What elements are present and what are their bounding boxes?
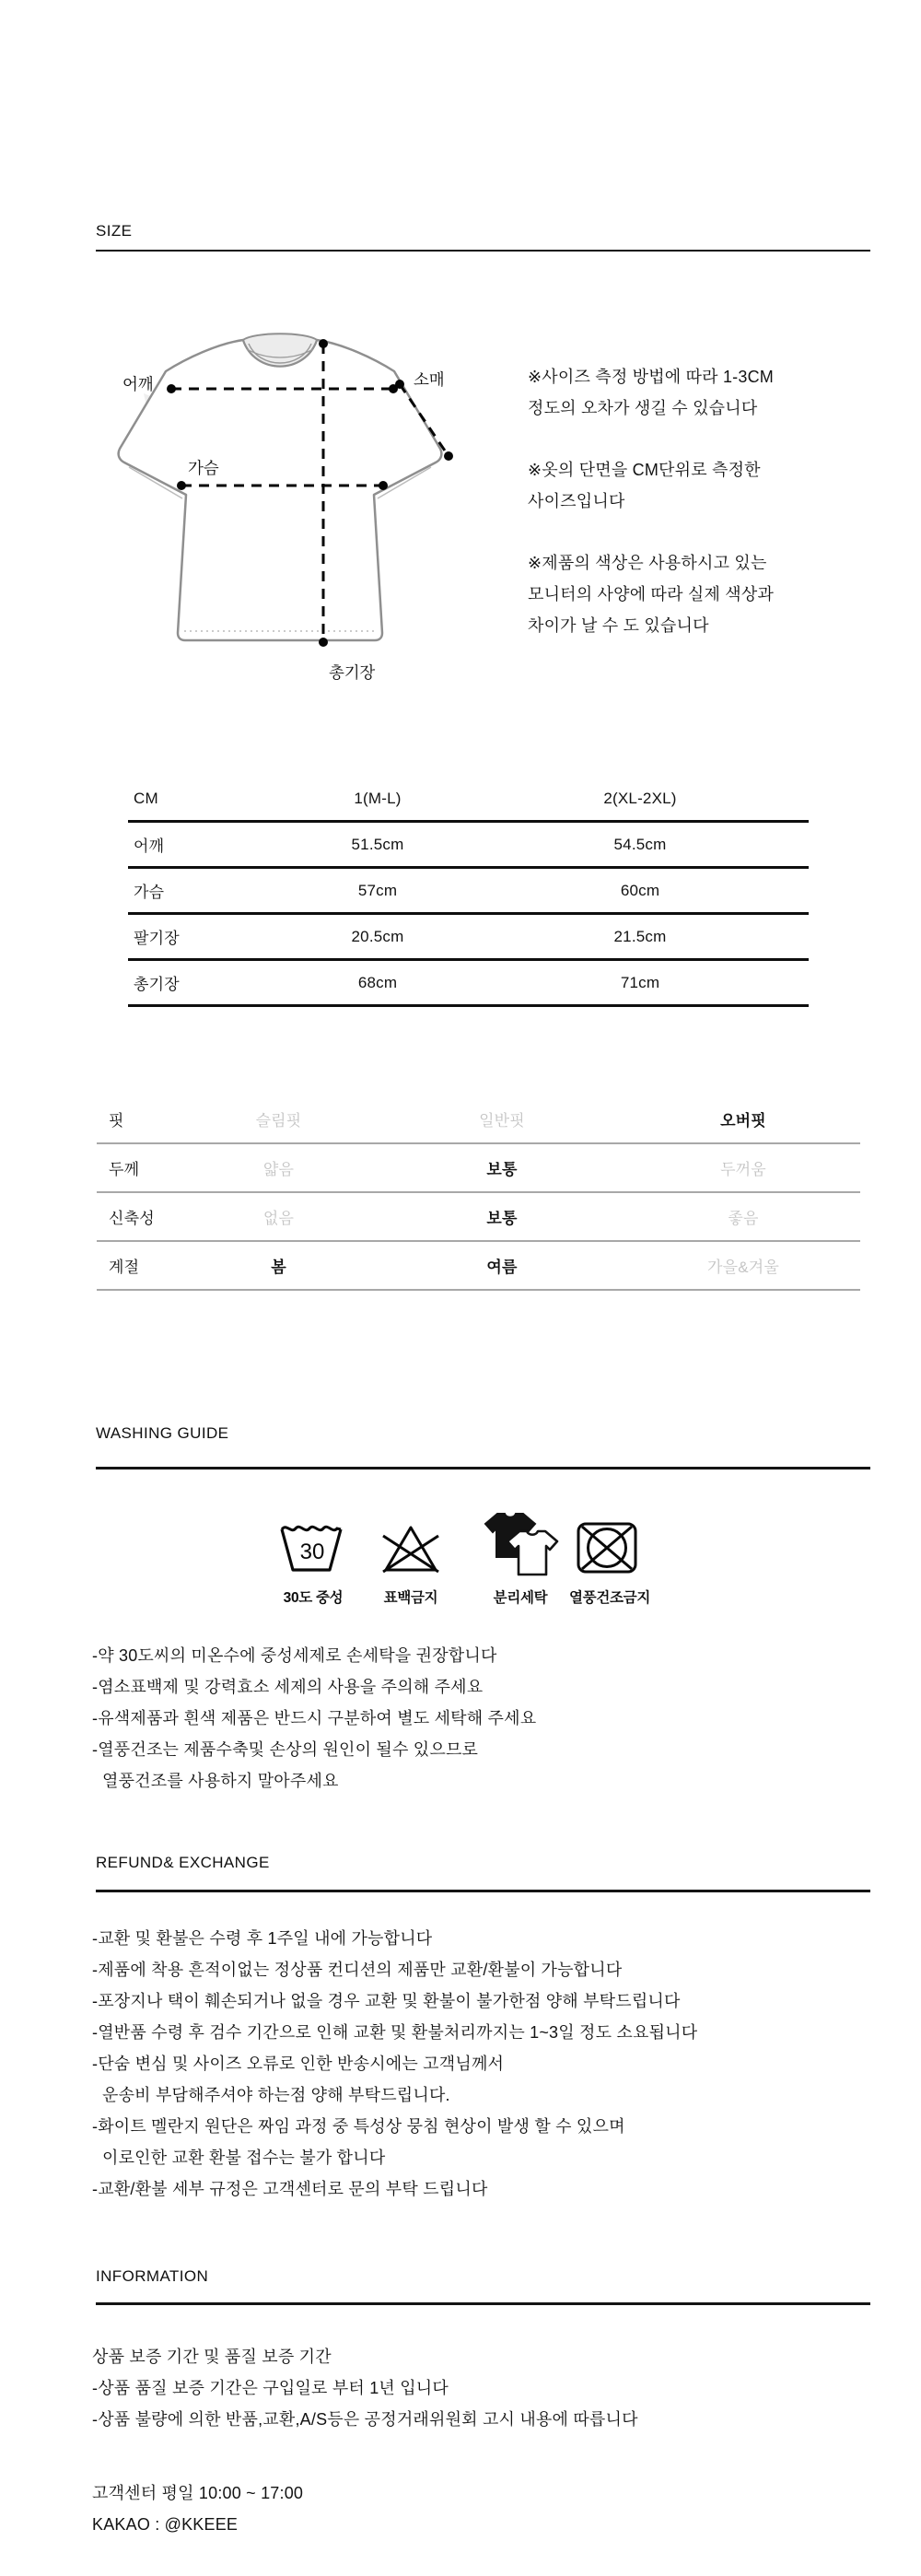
refund-exchange-title: REFUND& EXCHANGE <box>96 1854 270 1871</box>
size-section-rule <box>96 250 870 252</box>
length-label: 총기장 <box>329 663 376 682</box>
fit-row-label: 계절 <box>109 1259 140 1276</box>
separate-wash-icon <box>479 1511 562 1579</box>
fit-row-elasticity <box>97 1193 860 1242</box>
row-value: 71cm <box>620 973 660 991</box>
note-line: -유색제품과 흰색 제품은 반드시 구분하여 별도 세탁해 주세요 <box>92 1709 537 1727</box>
measure-dot <box>379 481 388 490</box>
size-section-title: SIZE <box>96 222 133 240</box>
measure-dot <box>444 451 453 461</box>
fit-row-label: 신축성 <box>109 1210 155 1227</box>
refund-exchange-rule <box>96 1890 870 1892</box>
measure-dot <box>319 638 328 647</box>
note-line: -포장지나 택이 훼손되거나 없을 경우 교환 및 환불이 불가한점 양해 부탁드립니다 <box>92 1992 681 2010</box>
washing-notes <box>92 1640 536 1797</box>
measurement-table-header <box>128 777 809 823</box>
note-line: -상품 품질 보증 기간은 구입일로 부터 1년 입니다 <box>92 2379 449 2397</box>
note-line: -교환 및 환불은 수령 후 1주일 내에 가능합니다 <box>92 1929 433 1948</box>
fit-option: 보통 <box>486 1210 518 1227</box>
separate-wash-icon-label: 분리세탁 <box>493 1590 548 1606</box>
row-value: 20.5cm <box>351 927 404 945</box>
fit-row-fit <box>97 1095 860 1144</box>
note-line: -화이트 멜란지 원단은 짜임 과정 중 특성상 뭉침 현상이 발생 할 수 있으며 <box>92 2117 625 2136</box>
note-line: -열풍건조는 제품수축및 손상의 원인이 될수 있으므로 <box>92 1740 479 1759</box>
note-line: 모니터의 사양에 따라 실제 색상과 <box>528 585 775 603</box>
note-line: -상품 불량에 의한 반품,교환,A/S등은 공정거래위원회 고시 내용에 따릅니다 <box>92 2410 638 2429</box>
fit-row-label: 핏 <box>109 1112 124 1130</box>
note-line: ※옷의 단면을 CM단위로 측정한 <box>528 461 761 479</box>
row-value: 21.5cm <box>613 927 667 945</box>
fit-option: 봄 <box>271 1259 286 1276</box>
row-label: 가슴 <box>134 884 165 901</box>
table-row-sleeve-length <box>128 915 809 961</box>
note-line: 사이즈입니다 <box>528 492 625 510</box>
note-line: 이로인한 교환 환불 접수는 불가 합니다 <box>102 2149 386 2167</box>
information-notes <box>92 2341 638 2435</box>
size-notes <box>528 361 878 641</box>
fit-option: 없음 <box>262 1210 295 1227</box>
information-rule <box>96 2302 870 2305</box>
size-note-paragraph <box>528 454 878 517</box>
size-note-paragraph <box>528 547 878 641</box>
measure-dot <box>177 481 186 490</box>
header-cell-cm: CM <box>134 789 158 807</box>
row-value: 60cm <box>620 881 660 899</box>
row-value: 51.5cm <box>351 835 404 853</box>
note-line: 열풍건조를 사용하지 말아주세요 <box>102 1772 339 1790</box>
no-tumble-dry-icon-label: 열풍건조금지 <box>568 1590 651 1606</box>
no-tumble-dry-icon <box>575 1520 639 1575</box>
table-row-total-length <box>128 961 809 1007</box>
fit-row-season <box>97 1242 860 1291</box>
fit-option: 슬림핏 <box>255 1112 302 1130</box>
note-line: ※제품의 색상은 사용하시고 있는 <box>528 554 767 572</box>
note-line: 정도의 오차가 생길 수 있습니다 <box>528 399 758 417</box>
note-line: -열반품 수령 후 검수 기간으로 인해 교환 및 환불처리까지는 1~3일 정도 소요됩니다 <box>92 2023 698 2042</box>
sleeve-label: 소매 <box>414 370 445 389</box>
row-value: 57cm <box>357 881 398 899</box>
header-cell-size1: 1(M-L) <box>354 789 402 807</box>
note-line: 상품 보증 기간 및 품질 보증 기간 <box>92 2348 332 2366</box>
note-line: 운송비 부담해주셔야 하는점 양해 부탁드립니다. <box>102 2086 450 2104</box>
note-line: -약 30도씨의 미온수에 중성세제로 손세탁을 권장합니다 <box>92 1646 497 1665</box>
chest-label: 가슴 <box>188 459 219 477</box>
fit-option: 오버핏 <box>720 1112 766 1130</box>
wash-30-icon-label: 30도 중성 <box>283 1590 344 1606</box>
kakao-contact: KAKAO : @KKEEE <box>92 2515 239 2534</box>
fit-table <box>97 1095 860 1291</box>
fit-option: 여름 <box>486 1259 518 1276</box>
note-line: ※사이즈 측정 방법에 따라 1-3CM <box>528 368 774 386</box>
fit-row-thickness <box>97 1144 860 1193</box>
row-label: 어깨 <box>134 837 165 855</box>
fit-option: 좋음 <box>728 1210 759 1227</box>
no-bleach-icon <box>379 1522 442 1575</box>
note-line: 차이가 날 수 도 있습니다 <box>528 616 709 635</box>
row-label: 총기장 <box>134 976 180 993</box>
row-value: 68cm <box>357 973 398 991</box>
fit-option: 얇음 <box>262 1161 295 1178</box>
washing-guide-rule <box>96 1467 870 1469</box>
fit-option: 일반핏 <box>479 1112 525 1130</box>
table-row-chest <box>128 869 809 915</box>
note-line: -단숨 변심 및 사이즈 오류로 인한 반송시에는 고객님께서 <box>92 2055 505 2073</box>
no-bleach-icon-label: 표백금지 <box>383 1590 438 1606</box>
information-title: INFORMATION <box>96 2267 209 2285</box>
table-row-shoulder <box>128 823 809 869</box>
wash-30-icon <box>278 1520 344 1574</box>
shoulder-label: 어깨 <box>122 375 154 393</box>
measure-dot <box>319 339 328 348</box>
note-line: -염소표백제 및 강력효소 세제의 사용을 주의해 주세요 <box>92 1678 484 1696</box>
note-line: -교환/환불 세부 규정은 고객센터로 문의 부탁 드립니다 <box>92 2180 488 2198</box>
fit-option: 보통 <box>486 1161 518 1178</box>
header-cell-size2: 2(XL-2XL) <box>603 789 677 807</box>
note-line: -제품에 착용 흔적이없는 정상품 컨디션의 제품만 교환/환불이 가능합니다 <box>92 1961 623 1979</box>
measure-dot <box>395 380 404 389</box>
svg-text:30: 30 <box>299 1540 325 1564</box>
measurement-table <box>128 777 809 1007</box>
footer-contact <box>92 2477 303 2540</box>
measure-dot <box>167 384 176 393</box>
fit-option: 가을&겨울 <box>706 1259 780 1276</box>
tshirt-measurement-diagram <box>55 327 460 696</box>
washing-guide-title: WASHING GUIDE <box>96 1424 229 1442</box>
row-label: 팔기장 <box>134 930 180 947</box>
fit-option: 두꺼움 <box>720 1161 766 1178</box>
size-note-paragraph <box>528 361 878 424</box>
customer-center-hours: 고객센터 평일 10:00 ~ 17:00 <box>92 2484 304 2502</box>
row-value: 54.5cm <box>613 835 667 853</box>
fit-row-label: 두께 <box>109 1161 140 1178</box>
refund-notes <box>92 1923 697 2205</box>
